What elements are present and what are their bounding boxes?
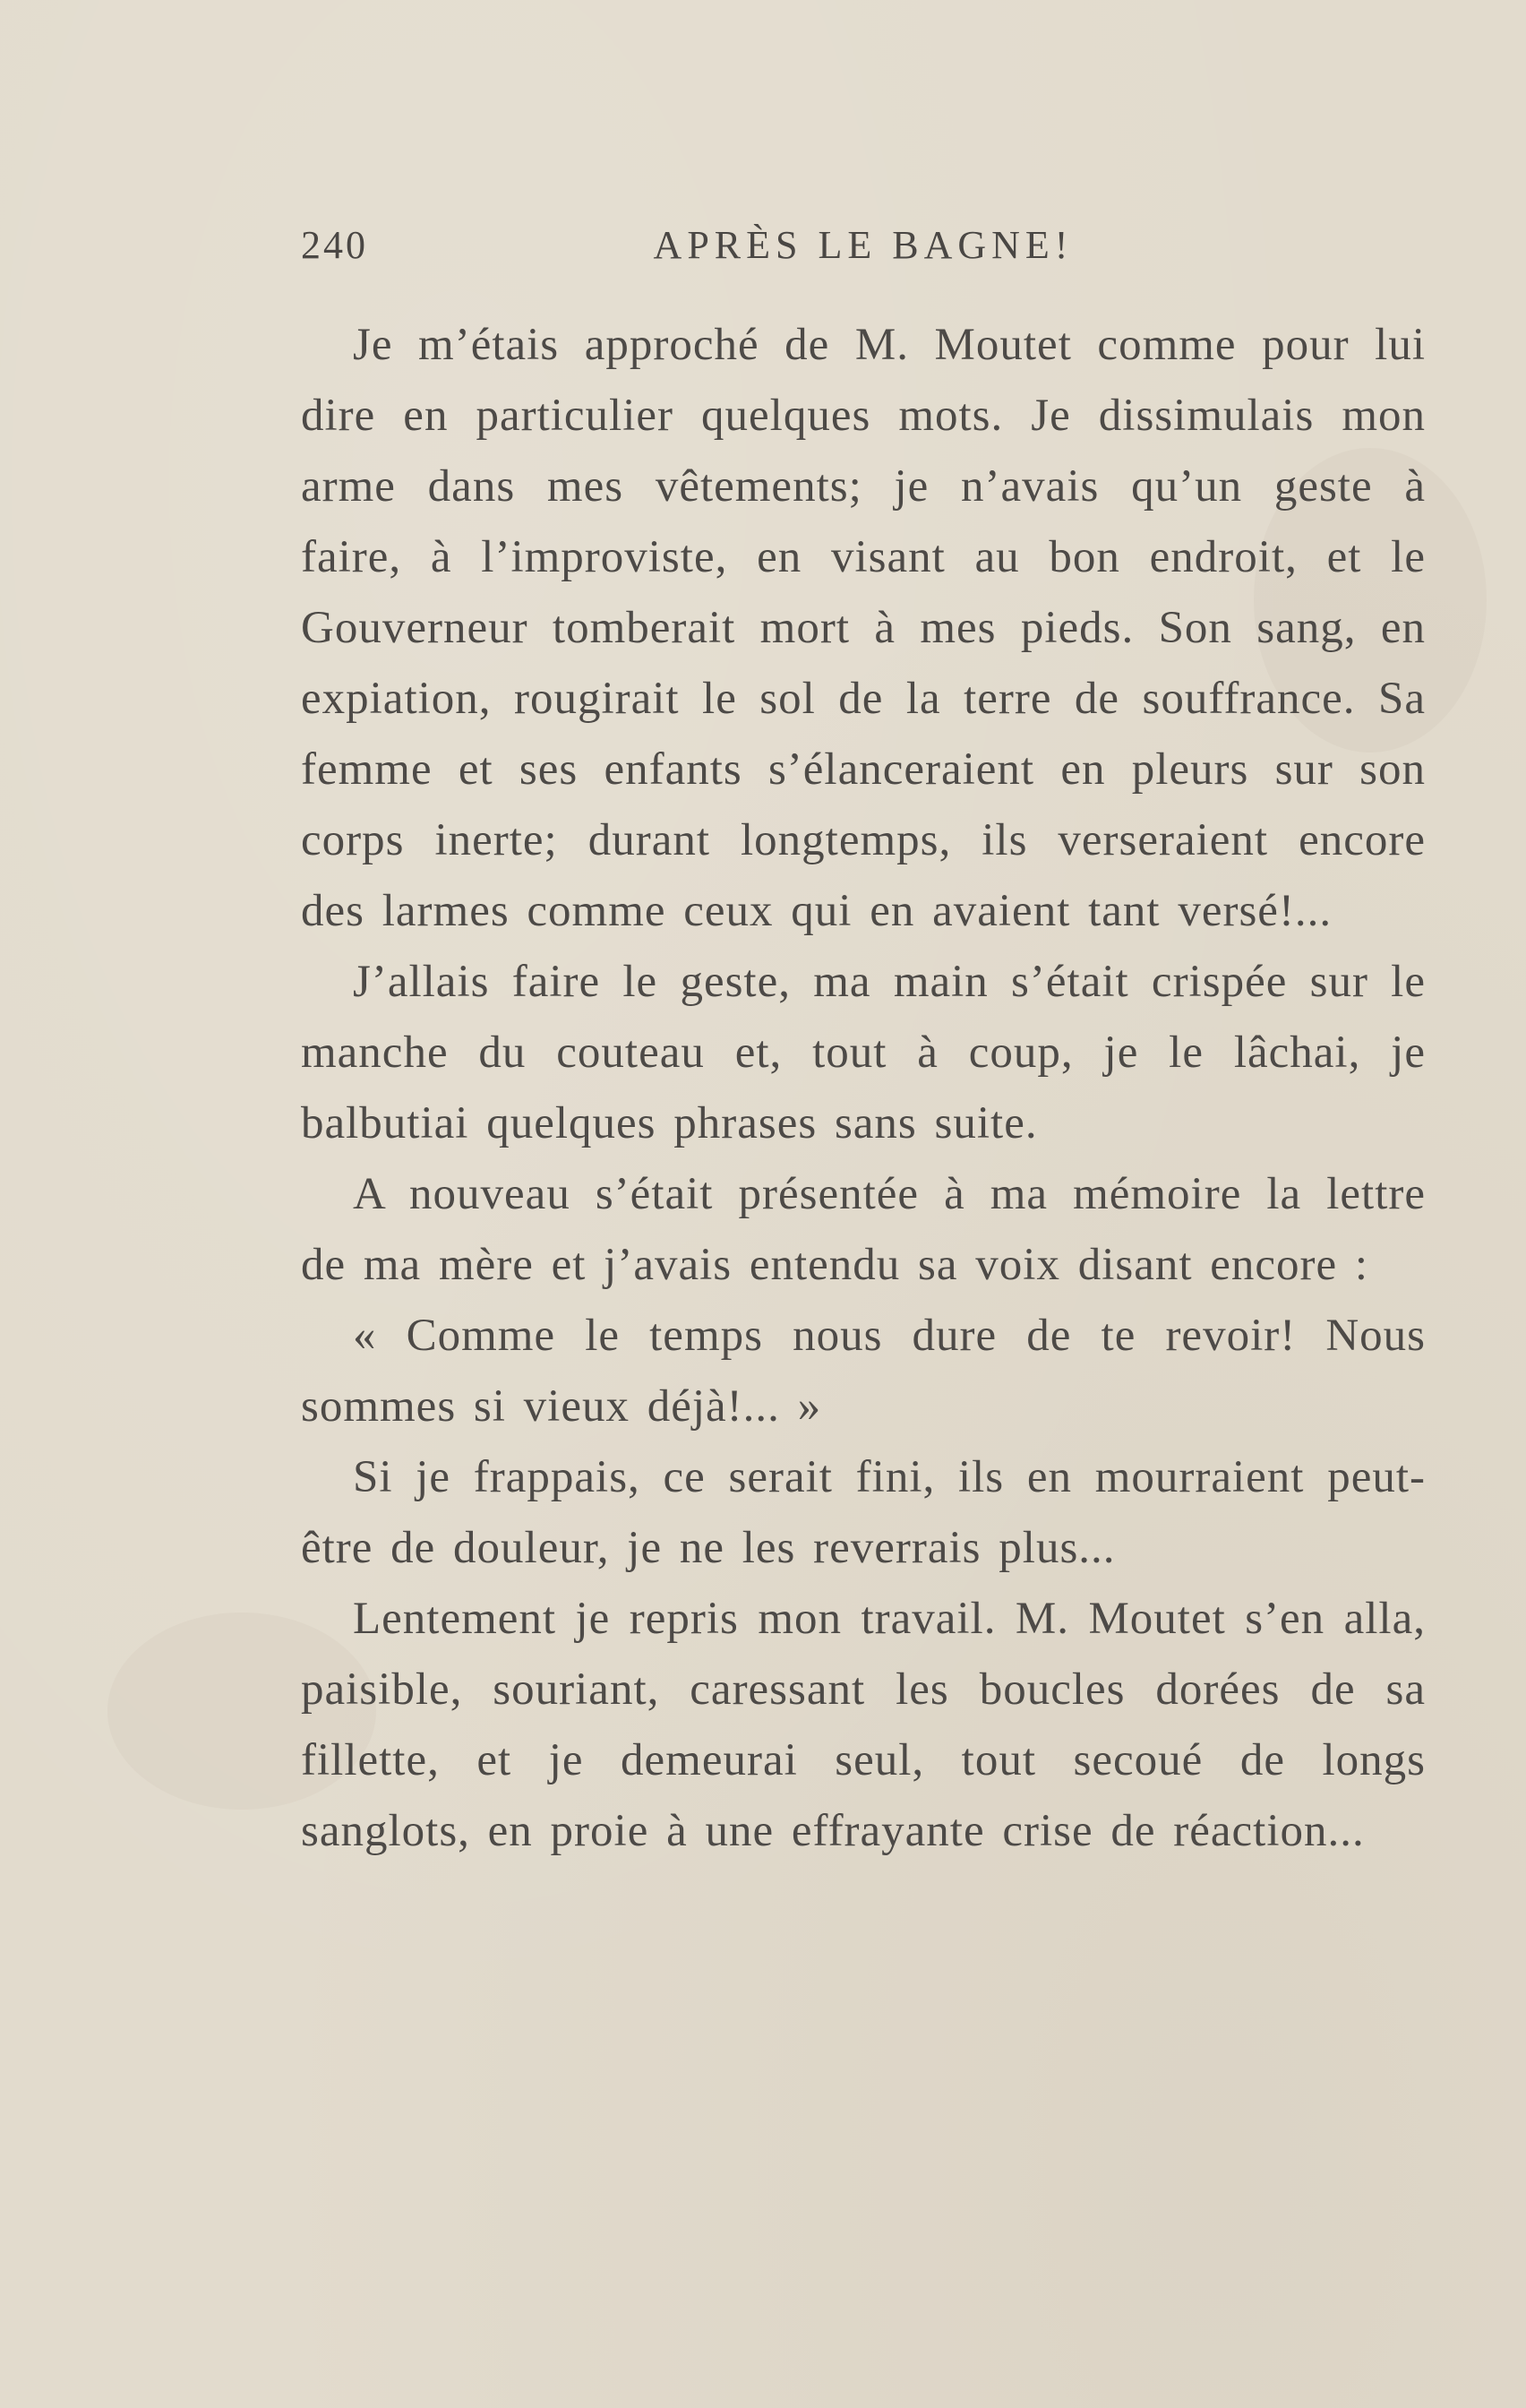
page-header [301,222,1426,280]
paragraph: « Comme le temps nous dure de te revoir! Nous sommes si vieux déjà!... » [301,1311,1426,1432]
running-title: APRÈS LE BAGNE! [653,223,1074,267]
paragraph: J’allais faire le geste, ma main s’était crispée sur le manche du couteau et, tout à coup, je le lâchai, je balbutiai quelques phrases sans suite. [301,957,1426,1148]
body-text [301,310,1426,1867]
page-number: 240 [301,223,368,267]
paragraph: Je m’étais approché de M. Moutet comme pour lui dire en particulier quelques mots. Je dissimulais mon arme dans mes vêtements; je n’avais qu’un geste à faire, à l’improviste, en visant au bon endroit, et le Gouverneur tomberait mort à mes pieds. Son sang, en expiation, rougirait le sol de la terre de souffrance. Sa femme et ses enfants s’élanceraient en pleurs sur son corps inerte; durant longtemps, ils verseraient encore des larmes comme ceux qui en avaient tant versé!... [301,320,1426,936]
paragraph: Lentement je repris mon travail. M. Moutet s’en alla, paisible, souriant, caressant les boucles dorées de sa fillette, et je demeurai seul, tout secoué de longs sanglots, en proie à une effrayante crise de réaction... [301,1594,1426,1856]
paragraph: A nouveau s’était présentée à ma mémoire la lettre de ma mère et j’avais entendu sa voix disant encore : [301,1169,1426,1290]
paragraph: Si je frappais, ce serait fini, ils en mourraient peut-être de douleur, je ne les reverrais plus... [301,1452,1426,1573]
